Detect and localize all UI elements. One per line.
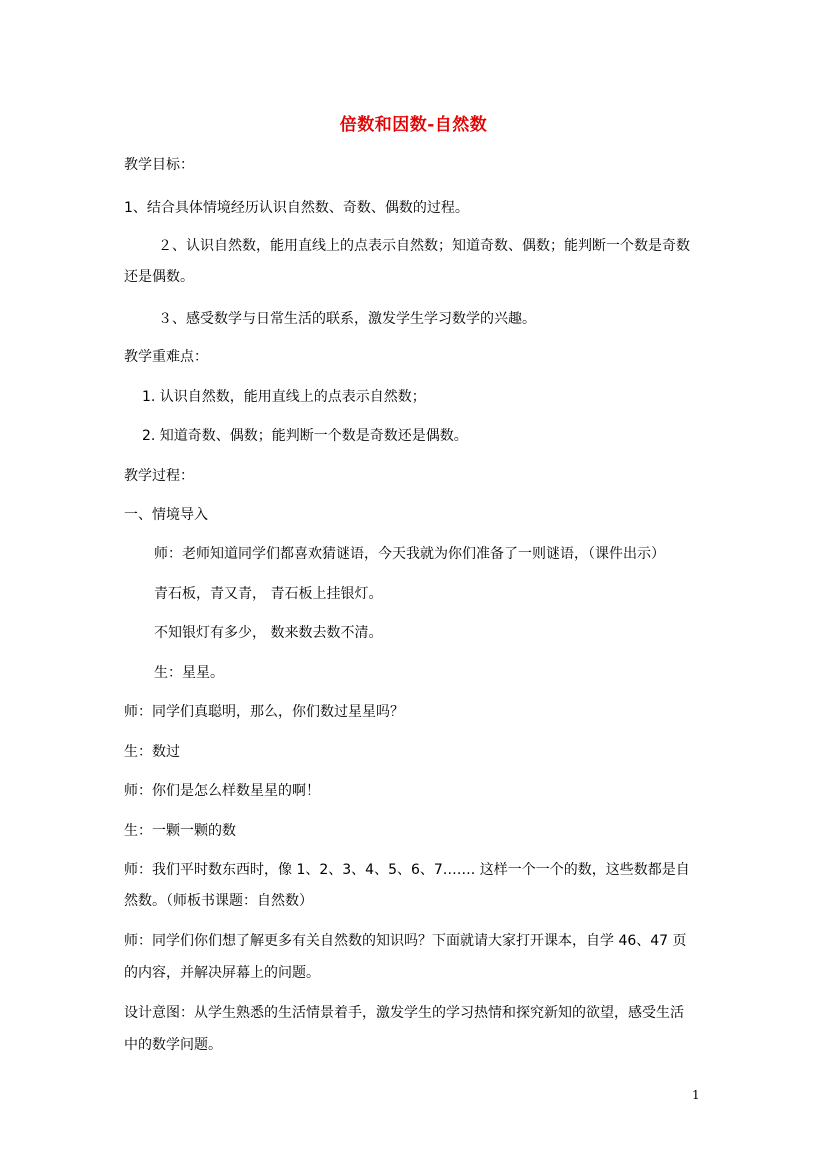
goal-item-2-continued: 还是偶数。 <box>124 269 194 285</box>
dialogue-line-continued: 的内容，并解决屏幕上的问题。 <box>124 965 320 981</box>
section-heading-key-points: 教学重难点： <box>124 349 208 365</box>
key-point-2: 2. 知道奇数、偶数；能判断一个数是奇数还是偶数。 <box>142 428 468 444</box>
riddle-line-2: 不知银灯有多少， 数来数去数不清。 <box>154 625 383 641</box>
subsection-heading-intro: 一、情境导入 <box>124 507 208 523</box>
page-number: 1 <box>692 1088 700 1102</box>
dialogue-line-continued: 然数。（师板书课题：自然数） <box>124 893 313 909</box>
section-heading-process: 教学过程： <box>124 468 194 484</box>
dialogue-line: 师：你们是怎么样数星星的啊！ <box>124 783 320 799</box>
dialogue-line: 师：我们平时数东西时，像 1、2、3、4、5、6、7……. 这样一个一个的数，这些数都是自 <box>124 862 690 878</box>
goal-item-3: ３、感受数学与日常生活的联系，激发学生学习数学的兴趣。 <box>158 311 536 327</box>
section-heading-goals: 教学目标： <box>124 157 194 173</box>
design-intent-continued: 中的数学问题。 <box>124 1037 222 1053</box>
goal-item-1: 1、结合具体情境经历认识自然数、奇数、偶数的过程。 <box>124 200 469 216</box>
document-title: 倍数和因数-自然数 <box>339 115 488 135</box>
key-point-1: 1. 认识自然数，能用直线上的点表示自然数； <box>142 389 426 405</box>
dialogue-line: 师：同学们真聪明，那么，你们数过星星吗？ <box>124 704 404 720</box>
dialogue-line: 师：老师知道同学们都喜欢猜谜语，今天我就为你们准备了一则谜语，（课件出示） <box>154 546 665 562</box>
goal-item-2: ２、认识自然数，能用直线上的点表示自然数；知道奇数、偶数；能判断一个数是奇数 <box>158 238 690 254</box>
riddle-line-1: 青石板，青又青， 青石板上挂银灯。 <box>154 586 383 602</box>
design-intent: 设计意图：从学生熟悉的生活情景着手，激发学生的学习热情和探究新知的欲望，感受生活 <box>124 1005 684 1021</box>
dialogue-line: 生：数过 <box>124 744 180 760</box>
dialogue-line: 生：一颗一颗的数 <box>124 823 236 839</box>
dialogue-line: 生：星星。 <box>154 665 224 681</box>
dialogue-line: 师：同学们你们想了解更多有关自然数的知识吗？下面就请大家打开课本，自学 46、47 页 <box>124 933 687 949</box>
